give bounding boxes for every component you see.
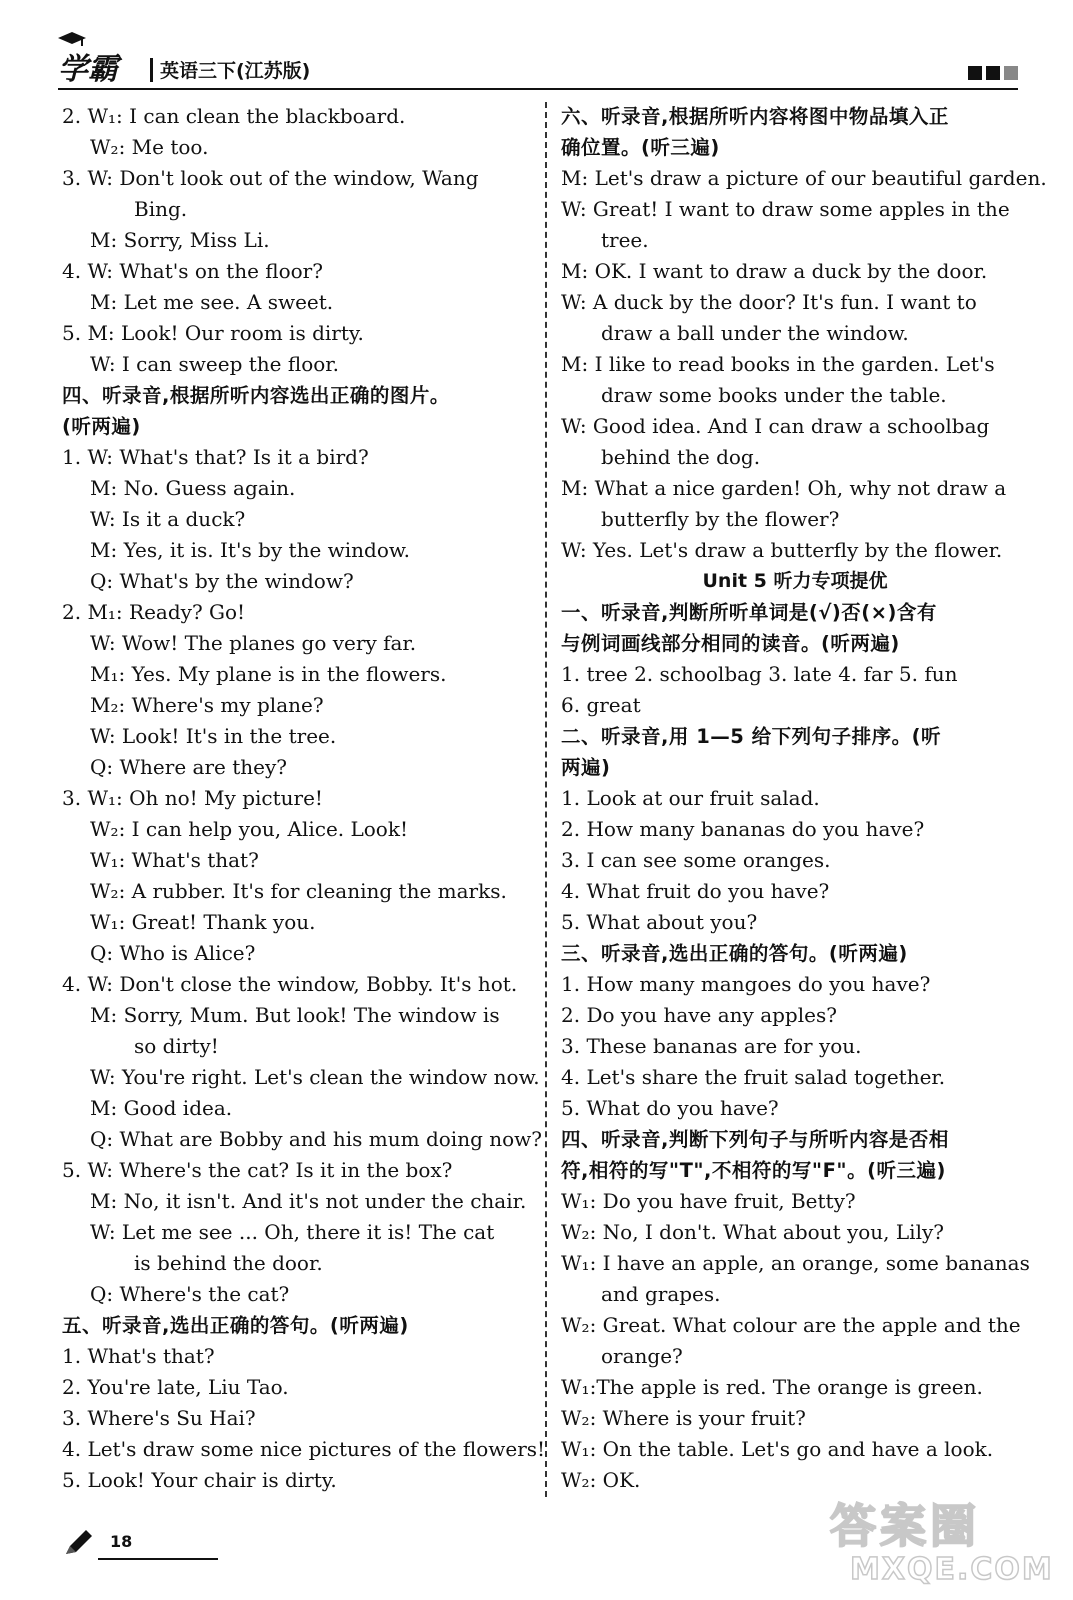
page-footer — [62, 1528, 162, 1564]
footer-rule — [98, 1558, 218, 1560]
text-line: butterfly by the flower? — [601, 507, 840, 531]
section-heading: 四、听录音,判断下列句子与所听内容是否相 — [561, 1128, 949, 1151]
section-heading: Unit 5 听力专项提优 — [702, 570, 888, 592]
text-line: Q: Where's the cat? — [90, 1282, 290, 1306]
text-line: 5. W: Where's the cat? Is it in the box? — [62, 1158, 453, 1182]
text-line: and grapes. — [601, 1282, 721, 1306]
text-line: W₁:The apple is red. The orange is green. — [561, 1375, 983, 1399]
book-title: 英语三下(江苏版) — [160, 60, 311, 82]
text-line: W₁: I have an apple, an orange, some bananas — [561, 1251, 1030, 1275]
text-line: W₂: I can help you, Alice. Look! — [90, 817, 409, 841]
text-line: 2. You're late, Liu Tao. — [62, 1375, 289, 1399]
text-line: 3. Where's Su Hai? — [62, 1406, 256, 1430]
section-heading: 三、听录音,选出正确的答句。(听两遍) — [561, 942, 908, 965]
text-line: 5. What about you? — [561, 910, 758, 934]
section-heading: 四、听录音,根据所听内容选出正确的图片。 — [62, 384, 450, 407]
text-line: W₂: Where is your fruit? — [561, 1406, 806, 1430]
header-rule — [58, 88, 1018, 90]
text-line: W: Yes. Let's draw a butterfly by the flower. — [561, 538, 1003, 562]
text-line: W₁: What's that? — [90, 848, 259, 872]
text-line: M: What a nice garden! Oh, why not draw a — [561, 476, 1007, 500]
pen-icon — [62, 1528, 94, 1558]
text-line: M: Let me see. A sweet. — [90, 290, 334, 314]
text-line: W₂: No, I don't. What about you, Lily? — [561, 1220, 944, 1244]
header-separator — [150, 58, 153, 82]
text-line: 1. Look at our fruit salad. — [561, 786, 820, 810]
page-header — [58, 40, 1018, 90]
text-line: W₂: Me too. — [90, 135, 209, 159]
text-line: behind the dog. — [601, 445, 761, 469]
section-heading: 一、听录音,判断所听单词是(√)否(×)含有 — [561, 601, 937, 624]
left-column — [62, 101, 546, 1496]
section-heading: 五、听录音,选出正确的答句。(听两遍) — [62, 1314, 409, 1337]
text-line: tree. — [601, 228, 649, 252]
text-line: M₂: Where's my plane? — [90, 693, 324, 717]
text-line: 5. Look! Your chair is dirty. — [62, 1468, 337, 1492]
header-marks — [968, 66, 1018, 80]
text-line: 4. W: What's on the floor? — [62, 259, 323, 283]
text-line: is behind the door. — [134, 1251, 323, 1275]
text-line: 2. W₁: I can clean the blackboard. — [62, 104, 406, 128]
watermark — [800, 1490, 1054, 1590]
section-heading: 二、听录音,用 1—5 给下列句子排序。(听 — [561, 725, 942, 748]
text-line: W: I can sweep the floor. — [90, 352, 340, 376]
text-line: M: Good idea. — [90, 1096, 233, 1120]
text-line: Q: What are Bobby and his mum doing now? — [90, 1127, 543, 1151]
section-heading: 确位置。(听三遍) — [561, 136, 720, 159]
section-heading: 两遍) — [561, 756, 611, 779]
text-line: W₁: Great! Thank you. — [90, 910, 316, 934]
column-divider — [545, 102, 547, 1497]
page-number: 18 — [110, 1532, 133, 1551]
text-line: 1. W: What's that? Is it a bird? — [62, 445, 369, 469]
text-line: draw some books under the table. — [601, 383, 947, 407]
section-heading: 与例词画线部分相同的读音。(听两遍) — [561, 632, 900, 655]
text-line: W: A duck by the door? It's fun. I want to — [561, 290, 977, 314]
text-line: W: Let me see ... Oh, there it is! The cat — [90, 1220, 495, 1244]
text-line: 1. tree 2. schoolbag 3. late 4. far 5. fun — [561, 662, 958, 686]
text-line: Q: Who is Alice? — [90, 941, 256, 965]
text-line: 1. What's that? — [62, 1344, 215, 1368]
text-line: W: Is it a duck? — [90, 507, 246, 531]
text-line: 3. These bananas are for you. — [561, 1034, 862, 1058]
text-line: M: Sorry, Mum. But look! The window is — [90, 1003, 500, 1027]
text-line: 4. Let's share the fruit salad together. — [561, 1065, 946, 1089]
text-line: Q: Where are they? — [90, 755, 287, 779]
text-line: 4. W: Don't close the window, Bobby. It's hot. — [62, 972, 518, 996]
text-line: W: You're right. Let's clean the window now. — [90, 1065, 540, 1089]
text-line: 4. Let's draw some nice pictures of the flowers! — [62, 1437, 546, 1461]
text-line: W: Great! I want to draw some apples in the — [561, 197, 1010, 221]
text-line: 3. I can see some oranges. — [561, 848, 831, 872]
text-line: 3. W₁: Oh no! My picture! — [62, 786, 323, 810]
watermark-logo-text: 答案圈 — [830, 1499, 980, 1553]
brand-logo: 学霸 — [58, 52, 118, 87]
text-line: Q: What's by the window? — [90, 569, 354, 593]
text-line: orange? — [601, 1344, 683, 1368]
text-line: Bing. — [134, 197, 188, 221]
text-line: M: I like to read books in the garden. Let's — [561, 352, 995, 376]
section-heading: 符,相符的写"T",不相符的写"F"。(听三遍) — [561, 1159, 946, 1182]
text-line: M: Sorry, Miss Li. — [90, 228, 270, 252]
text-line: W₁: Do you have fruit, Betty? — [561, 1189, 856, 1213]
text-line: M: No. Guess again. — [90, 476, 296, 500]
text-line: M: Yes, it is. It's by the window. — [90, 538, 410, 562]
watermark-url: MXQE.COM — [850, 1552, 1054, 1587]
text-line: 4. What fruit do you have? — [561, 879, 830, 903]
text-line: 1. How many mangoes do you have? — [561, 972, 931, 996]
section-heading: (听两遍) — [62, 415, 141, 438]
text-line: 2. M₁: Ready? Go! — [62, 600, 246, 624]
text-line: 6. great — [561, 693, 641, 717]
text-line: 5. What do you have? — [561, 1096, 779, 1120]
section-heading: 六、听录音,根据所听内容将图中物品填入正 — [561, 105, 949, 128]
text-line: W₂: A rubber. It's for cleaning the marks. — [90, 879, 507, 903]
text-line: W: Look! It's in the tree. — [90, 724, 337, 748]
text-line: 5. M: Look! Our room is dirty. — [62, 321, 364, 345]
text-line: M: Let's draw a picture of our beautiful garden. — [561, 166, 1047, 190]
text-line: M₁: Yes. My plane is in the flowers. — [90, 662, 447, 686]
text-line: 2. Do you have any apples? — [561, 1003, 837, 1027]
text-line: 2. How many bananas do you have? — [561, 817, 925, 841]
text-line: W₂: Great. What colour are the apple and the — [561, 1313, 1021, 1337]
text-line: M: OK. I want to draw a duck by the door. — [561, 259, 988, 283]
text-line: 3. W: Don't look out of the window, Wang — [62, 166, 479, 190]
text-line: draw a ball under the window. — [601, 321, 909, 345]
right-column — [561, 101, 1047, 1496]
text-line: W₁: On the table. Let's go and have a look. — [561, 1437, 994, 1461]
text-line: so dirty! — [134, 1034, 219, 1058]
text-line: W: Wow! The planes go very far. — [90, 631, 417, 655]
text-line: M: No, it isn't. And it's not under the chair. — [90, 1189, 527, 1213]
text-line: W₂: OK. — [561, 1468, 641, 1492]
text-line: W: Good idea. And I can draw a schoolbag — [561, 414, 990, 438]
